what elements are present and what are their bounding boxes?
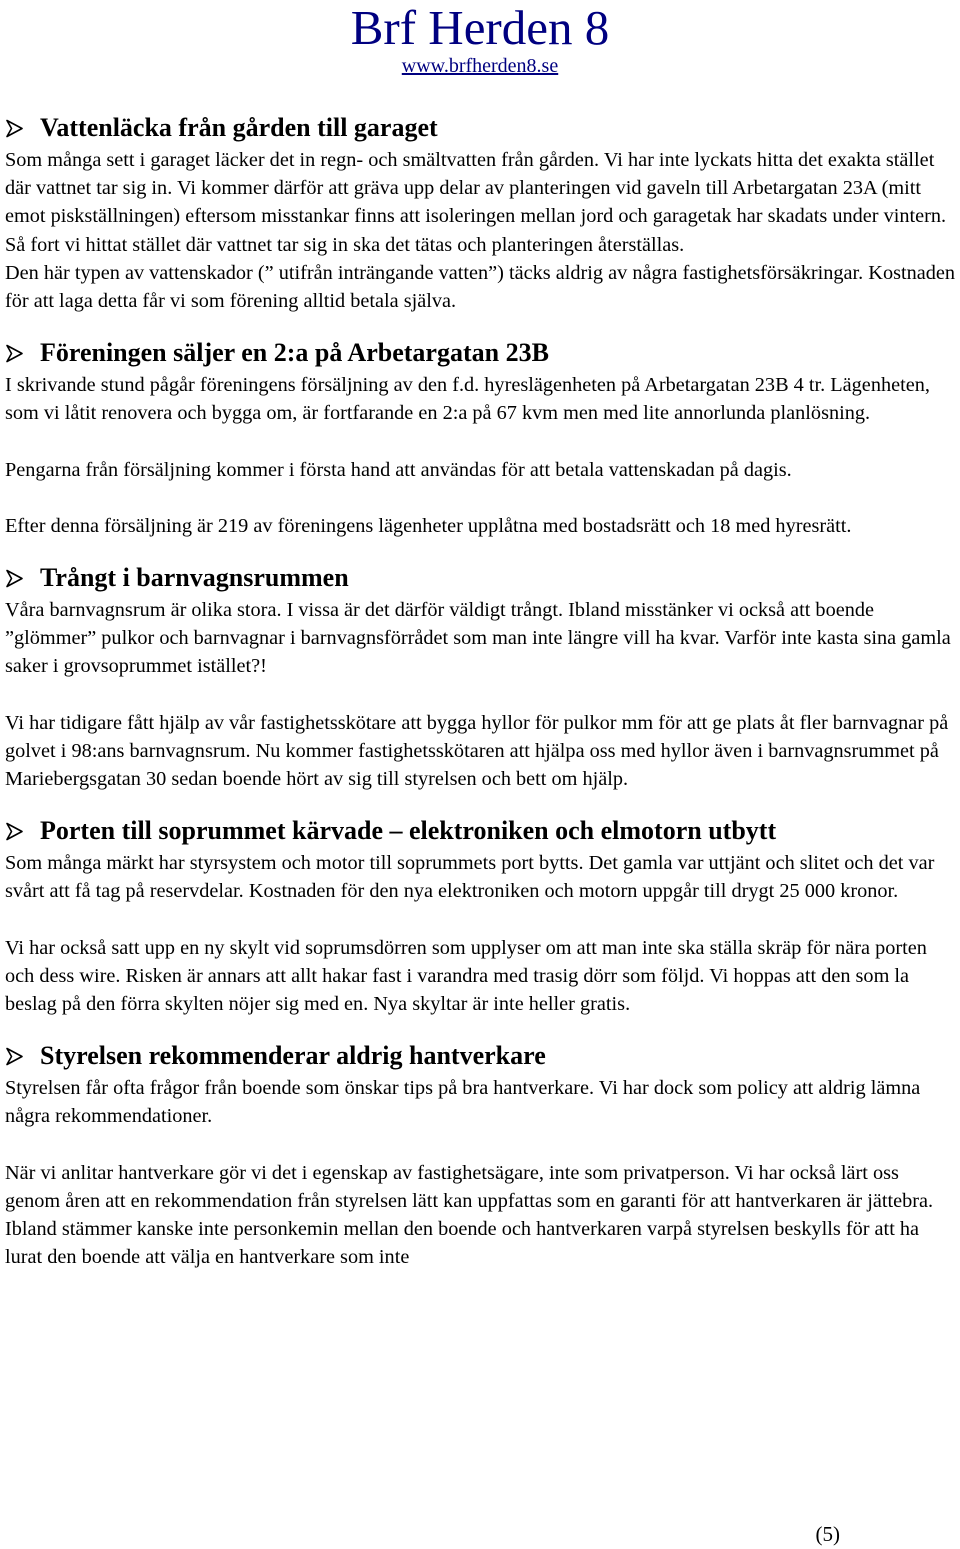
paragraph: Efter denna försäljning är 219 av föreningens lägenheter upplåtna med bostadsrätt och 18 med hyresrätt. xyxy=(5,514,852,537)
section-heading: Föreningen säljer en 2:a på Arbetargatan 23B xyxy=(5,335,957,371)
section-heading: Trångt i barnvagnsrummen xyxy=(5,560,957,596)
arrowhead-bullet-icon xyxy=(5,569,40,588)
paragraph: Som många märkt har styrsystem och motor till soprummets port bytts. Det gamla var uttjänt och slitet och det var svårt att få tag på reservdelar. Kostnaden för den nya elektroniken och motorn uppgår till drygt 25 000 kronor. xyxy=(5,852,935,903)
arrowhead-bullet-icon xyxy=(5,344,40,363)
paragraph: När vi anlitar hantverkare gör vi det i egenskap av fastighetsägare, inte som privatperson. Vi har också lärt oss genom åren att en rekommendation från styrelsen lätt kan uppfattas som en garanti för att hantverkaren är jättebra. Ibland stämmer kanske inte personkemin mellan den boende och hantverkaren varpå styrelsen beskylls för att ha lurat den boende att välja en hantverkare som inte xyxy=(5,1161,934,1269)
website-link[interactable]: www.brfherden8.se xyxy=(401,55,559,77)
paragraph: Vi har tidigare fått hjälp av vår fastighetsskötare att bygga hyllor för pulkor mm för att ge plats åt fler barnvagnar på golvet i 98:ans barnvagnsrum. Nu kommer fastighetsskötaren att hjälpa oss med hyllor även i barnvagnsrummet på Mariebergsgatan 30 sedan boende hört av sig till styrelsen och bett om hjälp. xyxy=(5,711,949,791)
newsletter-body xyxy=(5,110,957,1291)
section-heading: Styrelsen rekommenderar aldrig hantverkare xyxy=(5,1038,957,1074)
masthead xyxy=(330,0,630,77)
paragraph: Våra barnvagnsrum är olika stora. I vissa är det därför väldigt trångt. Ibland misstänker vi också att boende ”glömmer” pulkor och barnvagnar i barnvagnsförrådet som man inte längre vill ha kvar. Varför inte kasta sina gamla saker i grovsoprummet istället?! xyxy=(5,599,951,678)
section-heading: Porten till soprummet kärvade – elektroniken och elmotorn utbytt xyxy=(5,813,957,849)
arrowhead-bullet-icon xyxy=(5,1047,40,1066)
page-number: (5) xyxy=(815,1522,840,1546)
section-apartment-sale xyxy=(5,335,957,540)
section-heading: Vattenläcka från gården till garaget xyxy=(5,110,957,146)
paragraph: Vi har också satt upp en ny skylt vid soprumsdörren som upplyser om att man inte ska ställa skräp för nära porten och dess wire. Risken är annars att allt hakar fast i varandra med trasig dörr som följd. Vi hoppas att den som la beslag på den förra skylten nöjer sig med en. Nya skyltar är inte heller gratis. xyxy=(5,936,927,1016)
paragraph: I skrivande stund pågår föreningens försäljning av den f.d. hyreslägenheten på Arbetargatan 23B 4 tr. Lägenheten, som vi låtit renovera och bygga om, är fortfarande en 2:a på 67 kvm men med lite annorlunda planlösning. xyxy=(5,374,930,425)
section-water-leak xyxy=(5,110,957,315)
section-garbage-room-door xyxy=(5,813,957,1018)
section-stroller-rooms xyxy=(5,560,957,793)
paragraph: Den här typen av vattenskador (” utifrån inträngande vatten”) täcks aldrig av några fastighetsförsäkringar. Kostnaden för att laga detta får vi som förening alltid betala själva. xyxy=(5,261,956,313)
arrowhead-bullet-icon xyxy=(5,119,40,138)
paragraph: Som många sett i garaget läcker det in regn- och smältvatten från gården. Vi har inte lyckats hitta det exakta stället där vattnet tar sig in. Vi kommer därför att gräva upp delar av planteringen vid gaveln till Arbetargatan 23A (mitt emot piskställningen) eftersom misstankar finns att isoleringen mellan jord och garagetak har skadats under vintern. Så fort vi hittat stället där vattnet tar sig in ska det tätas och planteringen återställas. xyxy=(5,149,947,256)
organization-name: Brf Herden 8 xyxy=(350,0,610,55)
arrowhead-bullet-icon xyxy=(5,822,40,841)
section-craftsmen xyxy=(5,1038,957,1271)
paragraph: Pengarna från försäljning kommer i första hand att användas för att betala vattenskadan på dagis. xyxy=(5,458,792,481)
paragraph: Styrelsen får ofta frågor från boende som önskar tips på bra hantverkare. Vi har dock som policy att aldrig lämna några rekommendationer. xyxy=(5,1077,921,1128)
